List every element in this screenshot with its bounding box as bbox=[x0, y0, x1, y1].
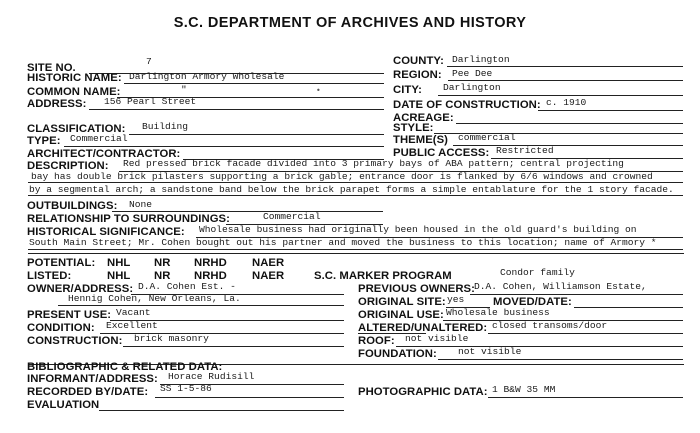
public-access-label: PUBLIC ACCESS: bbox=[393, 147, 490, 159]
themes-underline bbox=[453, 145, 683, 146]
historic-name-label: HISTORIC NAME: bbox=[27, 72, 122, 84]
recorded-by-value: SS 1-5-86 bbox=[160, 383, 212, 394]
date-construction-underline bbox=[538, 110, 683, 111]
address-value: 156 Pearl Street bbox=[104, 96, 197, 107]
potential-label: POTENTIAL: bbox=[27, 257, 96, 269]
original-use-value: Wholesale business bbox=[446, 307, 550, 318]
altered-underline bbox=[488, 333, 683, 334]
construction-label: CONSTRUCTION: bbox=[27, 335, 123, 347]
county-value: Darlington bbox=[452, 54, 510, 65]
region-underline bbox=[448, 80, 683, 81]
listed-naer: NAER bbox=[252, 270, 285, 282]
common-name-value: " bbox=[181, 84, 187, 95]
listed-nr: NR bbox=[154, 270, 171, 282]
city-value: Darlington bbox=[443, 82, 501, 93]
marker-program-value: Condor family bbox=[500, 267, 575, 278]
moved-date-underline bbox=[574, 307, 683, 308]
present-use-value: Vacant bbox=[116, 307, 151, 318]
historic-name-underline bbox=[124, 83, 384, 84]
recorded-by-label: RECORDED BY/DATE: bbox=[27, 386, 149, 398]
foundation-label: FOUNDATION: bbox=[358, 348, 437, 360]
relationship-value: Commercial bbox=[263, 211, 321, 222]
description-underline-2 bbox=[28, 182, 683, 183]
evaluation-underline bbox=[99, 410, 344, 411]
public-access-value: Restricted bbox=[496, 145, 554, 156]
acreage-label: ACREAGE: bbox=[393, 112, 454, 124]
historical-significance-line-2: South Main Street; Mr. Cohen bought out his partner and moved the business to this location; name of Armory * bbox=[29, 237, 657, 248]
bibliographic-label: BIBLIOGRAPHIC & RELATED DATA: bbox=[27, 361, 223, 373]
construction-value: brick masonry bbox=[134, 333, 209, 344]
construction-underline bbox=[123, 346, 344, 347]
marker-program-label: S.C. MARKER PROGRAM bbox=[314, 270, 452, 282]
original-site-label: ORIGINAL SITE: bbox=[358, 296, 446, 308]
listed-nrhd: NRHD bbox=[194, 270, 227, 282]
section-divider-1 bbox=[28, 253, 684, 254]
foundation-value: not visible bbox=[458, 346, 522, 357]
stray-mark: • bbox=[316, 86, 321, 95]
date-construction-label: DATE OF CONSTRUCTION: bbox=[393, 99, 541, 111]
type-underline bbox=[64, 146, 384, 147]
outbuildings-value: None bbox=[129, 199, 153, 210]
condition-label: CONDITION: bbox=[27, 322, 95, 334]
potential-nhl: NHL bbox=[107, 257, 131, 269]
original-use-label: ORIGINAL USE: bbox=[358, 309, 444, 321]
altered-value: closed transoms/door bbox=[492, 320, 608, 331]
site-no-value: 7 bbox=[146, 56, 152, 67]
photographic-label: PHOTOGRAPHIC DATA: bbox=[358, 386, 488, 398]
roof-label: ROOF: bbox=[358, 335, 395, 347]
classification-value: Building bbox=[142, 121, 189, 132]
informant-label: INFORMANT/ADDRESS: bbox=[27, 373, 158, 385]
owner-underline-2 bbox=[58, 305, 344, 306]
region-value: Pee Dee bbox=[452, 68, 493, 79]
historic-name-value: Darlington Armory Wholesale bbox=[129, 71, 285, 82]
previous-owners-underline bbox=[470, 294, 683, 295]
owner-line-1: D.A. Cohen Est. - bbox=[138, 281, 236, 292]
outbuildings-label: OUTBUILDINGS: bbox=[27, 200, 118, 212]
region-label: REGION: bbox=[393, 69, 442, 81]
classification-label: CLASSIFICATION: bbox=[27, 123, 126, 135]
potential-nrhd: NRHD bbox=[194, 257, 227, 269]
address-label: ADDRESS: bbox=[27, 98, 87, 110]
potential-naer: NAER bbox=[252, 257, 285, 269]
architect-label: ARCHITECT/CONTRACTOR: bbox=[27, 148, 181, 160]
listed-nhl: NHL bbox=[107, 270, 131, 282]
owner-address-label: OWNER/ADDRESS: bbox=[27, 283, 134, 295]
previous-owners-label: PREVIOUS OWNERS: bbox=[358, 283, 475, 295]
foundation-underline bbox=[438, 359, 683, 360]
description-line-3: by a segmental arch; a sandstone band below the brick parapet forms a simple entablature for the 1 story facade. bbox=[29, 184, 674, 195]
type-value: Commercial bbox=[70, 133, 128, 144]
date-construction-value: c. 1910 bbox=[546, 97, 587, 108]
potential-nr: NR bbox=[154, 257, 171, 269]
description-label: DESCRIPTION: bbox=[27, 160, 109, 172]
common-name-label: COMMON NAME: bbox=[27, 86, 121, 98]
historical-significance-line-1: Wholesale business had originally been housed in the old guard's building on bbox=[199, 224, 637, 235]
county-underline bbox=[447, 66, 683, 67]
outbuildings-underline bbox=[112, 211, 383, 212]
recorded-by-underline bbox=[155, 397, 344, 398]
historical-significance-label: HISTORICAL SIGNIFICANCE: bbox=[27, 226, 185, 238]
informant-value: Horace Rudisill bbox=[168, 371, 255, 382]
photographic-value: 1 B&W 35 MM bbox=[492, 384, 556, 395]
owner-line-2: Hennig Cohen, New Orleans, La. bbox=[68, 293, 241, 304]
historical-significance-underline-2 bbox=[28, 249, 683, 250]
county-label: COUNTY: bbox=[393, 55, 444, 67]
moved-date-label: MOVED/DATE: bbox=[493, 296, 572, 308]
photographic-underline bbox=[488, 397, 683, 398]
listed-label: LISTED: bbox=[27, 270, 72, 282]
acreage-underline bbox=[456, 123, 683, 124]
site-no-label: SITE NO. bbox=[27, 62, 76, 74]
description-line-1: Red pressed brick facade divided into 3 primary bays of ABA pattern; central projecting bbox=[123, 158, 624, 169]
description-underline-3 bbox=[28, 195, 683, 196]
evaluation-label: EVALUATION bbox=[27, 399, 100, 411]
relationship-label: RELATIONSHIP TO SURROUNDINGS: bbox=[27, 213, 230, 225]
roof-underline bbox=[396, 346, 683, 347]
city-label: CITY: bbox=[393, 84, 422, 96]
condition-value: Excellent bbox=[106, 320, 158, 331]
present-use-label: PRESENT USE: bbox=[27, 309, 112, 321]
previous-owners-value: D.A. Cohen, Williamson Estate, bbox=[474, 281, 647, 292]
roof-value: not visible bbox=[405, 333, 469, 344]
themes-value: commercial bbox=[458, 132, 516, 143]
address-underline bbox=[89, 109, 384, 110]
city-underline bbox=[438, 95, 683, 96]
style-label: STYLE: bbox=[393, 122, 434, 134]
type-label: TYPE: bbox=[27, 135, 61, 147]
themes-label: THEME(S) bbox=[393, 134, 448, 146]
form-title: S.C. DEPARTMENT OF ARCHIVES AND HISTORY bbox=[173, 15, 527, 31]
original-site-value: yes bbox=[447, 294, 465, 305]
classification-underline bbox=[129, 134, 384, 135]
altered-label: ALTERED/UNALTERED: bbox=[358, 322, 488, 334]
description-line-2: bay has double brick pilasters supporting a brick gable; entrance door is flanked by 6/6 windows and crowned bbox=[31, 171, 653, 182]
